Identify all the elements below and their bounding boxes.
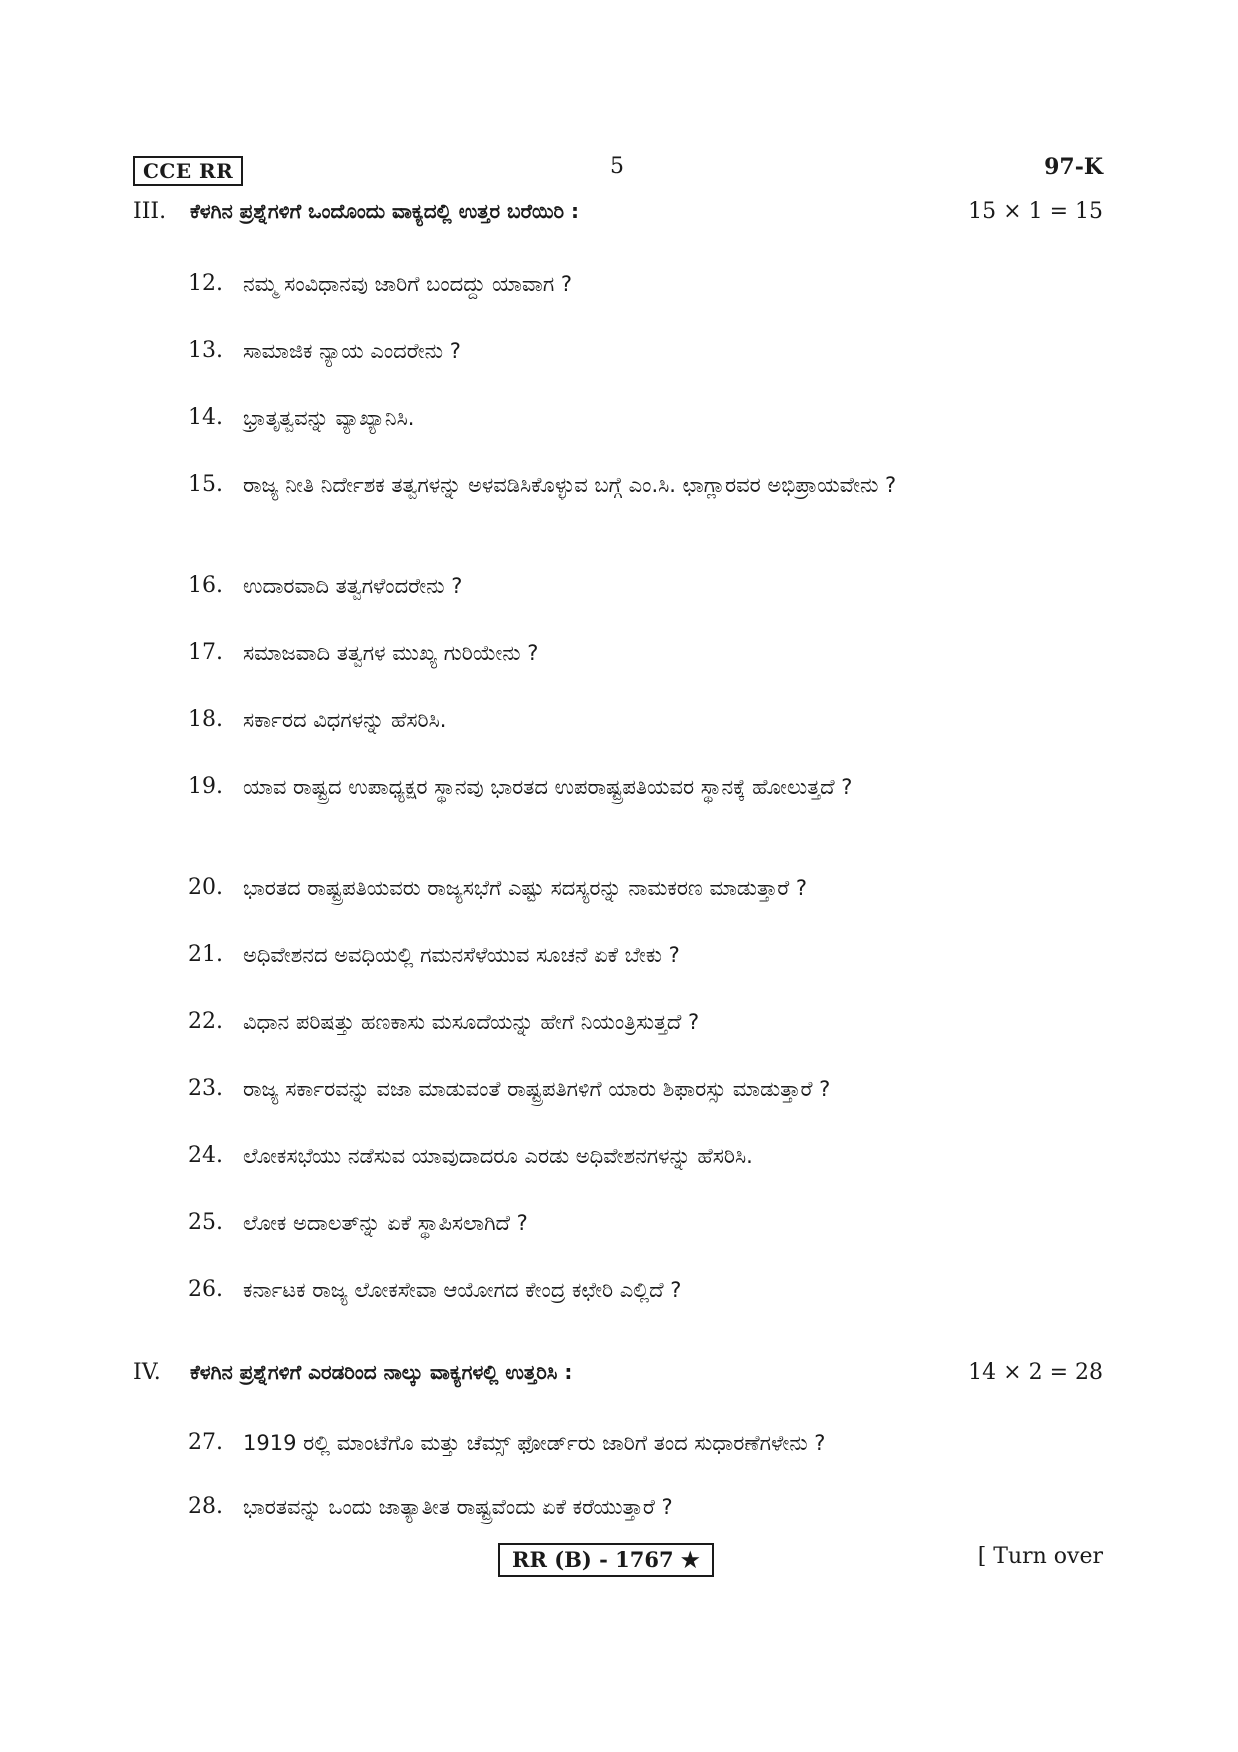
question-number: 21. [188,942,223,967]
exam-code-box: CCE RR [133,156,243,186]
question-number: 13. [188,338,223,363]
section-heading-iv [133,1360,1103,1396]
question-text: ನಮ್ಮ ಸಂವಿಧಾನವು ಜಾರಿಗೆ ಬಂದದ್ದು ಯಾವಾಗ ? [243,272,573,296]
question-text: ಸರ್ಕಾರದ ವಿಧಗಳನ್ನು ಹೆಸರಿಸಿ. [243,708,447,732]
page-number: 5 [610,154,624,179]
question-text: ಸಾಮಾಜಿಕ ನ್ಯಾಯ ಎಂದರೇನು ? [243,339,461,363]
question-number: 26. [188,1277,223,1302]
section-number: III. [133,199,167,224]
section-instruction: ಕೆಳಗಿನ ಪ್ರಶ್ನೆಗಳಿಗೆ ಒಂದೊಂದು ವಾಕ್ಯದಲ್ಲಿ ಉತ್ತರ ಬರೆಯಿರಿ : [190,199,579,223]
paper-code: 97-K [1044,154,1103,180]
turn-over-note: [ Turn over [977,1544,1103,1569]
question-number: 27. [188,1430,223,1455]
question-number: 15. [188,472,223,497]
question-text: ಕರ್ನಾಟಕ ರಾಜ್ಯ ಲೋಕಸೇವಾ ಆಯೋಗದ ಕೇಂದ್ರ ಕಛೇರಿ ಎಲ್ಲಿದೆ ? [243,1278,682,1302]
question-text: ಅಧಿವೇಶನದ ಅವಧಿಯಲ್ಲಿ ಗಮನಸೆಳೆಯುವ ಸೂಚನೆ ಏಕೆ ಬೇಕು ? [243,943,680,967]
question-number: 14. [188,405,223,430]
page-header [133,154,1103,188]
question-text: ಯಾವ ರಾಷ್ಟ್ರದ ಉಪಾಧ್ಯಕ್ಷರ ಸ್ಥಾನವು ಭಾರತದ ಉಪರಾಷ್ಟ್ರಪತಿಯವರ ಸ್ಥಾನಕ್ಕೆ ಹೋಲುತ್ತದೆ ? [243,775,853,799]
question-text: ರಾಜ್ಯ ನೀತಿ ನಿರ್ದೇಶಕ ತತ್ವಗಳನ್ನು ಅಳವಡಿಸಿಕೊಳ್ಳುವ ಬಗ್ಗೆ ಎಂ.ಸಿ. ಛಾಗ್ಲಾರವರ ಅಭಿಪ್ರಾಯವೇನು ? [243,473,897,497]
question-number: 28. [188,1494,223,1519]
question-number: 25. [188,1210,223,1235]
question-text: ರಾಜ್ಯ ಸರ್ಕಾರವನ್ನು ವಜಾ ಮಾಡುವಂತೆ ರಾಷ್ಟ್ರಪತಿಗಳಿಗೆ ಯಾರು ಶಿಫಾರಸ್ಸು ಮಾಡುತ್ತಾರೆ ? [243,1077,831,1101]
section-marks: 14 × 2 = 28 [968,1360,1103,1385]
question-text: ಲೋಕ ಅದಾಲತ್‌ನ್ನು ಏಕೆ ಸ್ಥಾಪಿಸಲಾಗಿದೆ ? [243,1211,528,1235]
question-text: ಸಮಾಜವಾದಿ ತತ್ವಗಳ ಮುಖ್ಯ ಗುರಿಯೇನು ? [243,641,539,665]
section-marks: 15 × 1 = 15 [968,199,1103,224]
question-number: 19. [188,774,223,799]
question-text: ಭ್ರಾತೃತ್ವವನ್ನು ವ್ಯಾಖ್ಯಾನಿಸಿ. [243,406,415,430]
booklet-code-box: RR (B) - 1767 ★ [498,1543,714,1577]
section-heading-iii [133,199,1103,235]
section-instruction: ಕೆಳಗಿನ ಪ್ರಶ್ನೆಗಳಿಗೆ ಎರಡರಿಂದ ನಾಲ್ಕು ವಾಕ್ಯಗಳಲ್ಲಿ ಉತ್ತರಿಸಿ : [190,1360,573,1384]
question-text: ಉದಾರವಾದಿ ತತ್ವಗಳೆಂದರೇನು ? [243,574,463,598]
question-text: ಭಾರತದ ರಾಷ್ಟ್ರಪತಿಯವರು ರಾಜ್ಯಸಭೆಗೆ ಎಷ್ಟು ಸದಸ್ಯರನ್ನು ನಾಮಕರಣ ಮಾಡುತ್ತಾರೆ ? [243,876,808,900]
question-number: 22. [188,1009,223,1034]
question-number: 24. [188,1143,223,1168]
question-number: 23. [188,1076,223,1101]
question-number: 12. [188,271,223,296]
question-number: 16. [188,573,223,598]
section-number: IV. [133,1360,161,1385]
question-number: 18. [188,707,223,732]
question-text: ಲೋಕಸಭೆಯು ನಡೆಸುವ ಯಾವುದಾದರೂ ಎರಡು ಅಧಿವೇಶನಗಳನ್ನು ಹೆಸರಿಸಿ. [243,1144,753,1168]
question-text: ಭಾರತವನ್ನು ಒಂದು ಜಾತ್ಯಾತೀತ ರಾಷ್ಟ್ರವೆಂದು ಏಕೆ ಕರೆಯುತ್ತಾರೆ ? [243,1495,673,1519]
question-number: 17. [188,640,223,665]
question-text: 1919 ರಲ್ಲಿ ಮಾಂಟೆಗೊ ಮತ್ತು ಚೆಮ್ಸ್ ಫೋರ್ಡ್‌ರು ಜಾರಿಗೆ ತಂದ ಸುಧಾರಣೆಗಳೇನು ? [243,1431,826,1455]
question-number: 20. [188,875,223,900]
question-text: ವಿಧಾನ ಪರಿಷತ್ತು ಹಣಕಾಸು ಮಸೂದೆಯನ್ನು ಹೇಗೆ ನಿಯಂತ್ರಿಸುತ್ತದೆ ? [243,1010,700,1034]
